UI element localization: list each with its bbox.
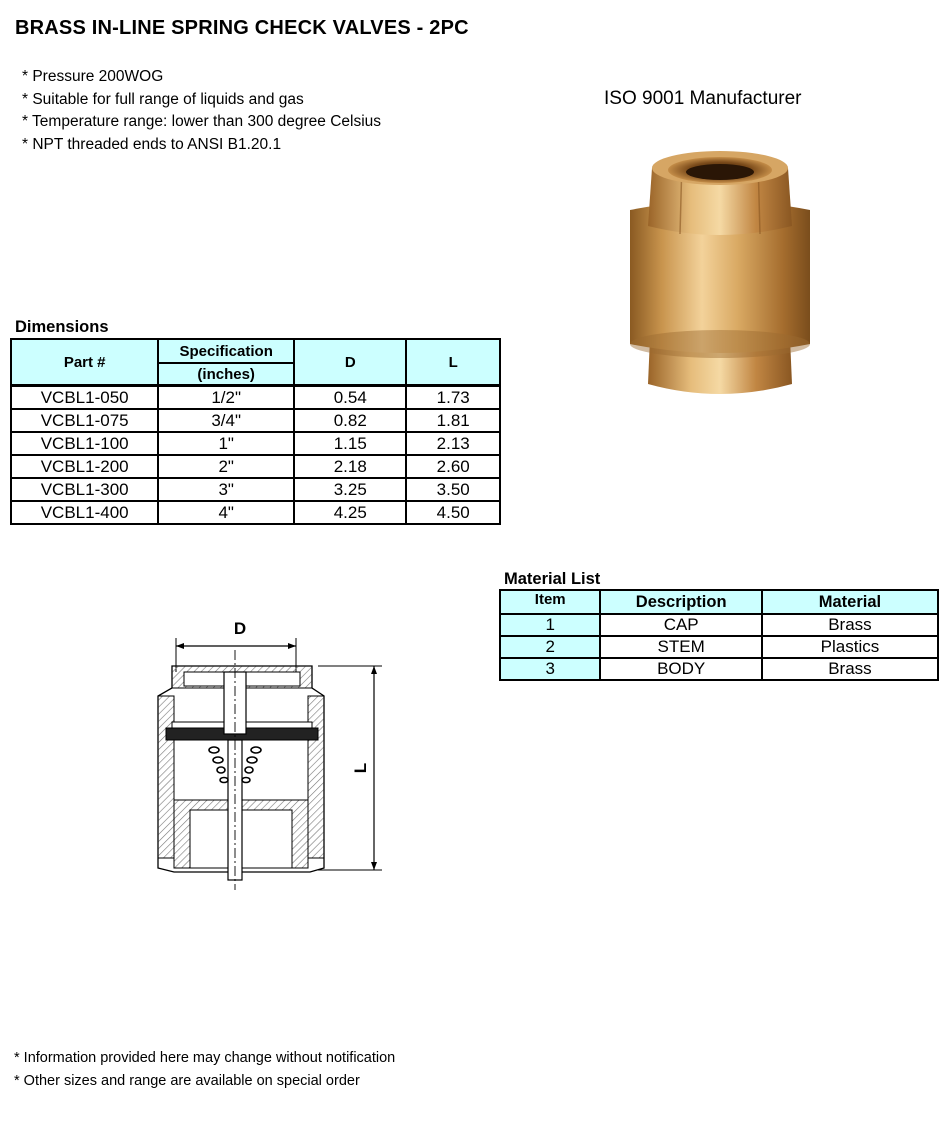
table-row bbox=[11, 432, 500, 455]
item-cell: 2 bbox=[500, 636, 600, 658]
dimensions-title: Dimensions bbox=[15, 318, 109, 336]
spec-cell: 1/2" bbox=[158, 386, 294, 410]
description-cell: BODY bbox=[600, 658, 761, 680]
d-cell: 2.18 bbox=[294, 455, 406, 478]
mat-header-material: Material bbox=[762, 590, 938, 614]
d-cell: 4.25 bbox=[294, 501, 406, 524]
mat-header-item: Item bbox=[500, 590, 600, 614]
part-cell: VCBL1-200 bbox=[11, 455, 158, 478]
dim-header-d: D bbox=[294, 339, 406, 386]
description-cell: STEM bbox=[600, 636, 761, 658]
l-cell: 2.60 bbox=[406, 455, 500, 478]
table-row bbox=[11, 386, 500, 410]
valve-cross-section-diagram bbox=[128, 610, 398, 895]
item-cell: 3 bbox=[500, 658, 600, 680]
l-dimension-label: L bbox=[351, 762, 370, 774]
l-cell: 3.50 bbox=[406, 478, 500, 501]
feature-item: * Suitable for full range of liquids and gas bbox=[22, 90, 304, 108]
part-cell: VCBL1-400 bbox=[11, 501, 158, 524]
feature-list bbox=[22, 66, 381, 156]
page-title: BRASS IN-LINE SPRING CHECK VALVES - 2PC bbox=[15, 17, 469, 39]
part-cell: VCBL1-100 bbox=[11, 432, 158, 455]
description-cell: CAP bbox=[600, 614, 761, 636]
footnote-item: * Other sizes and range are available on special order bbox=[14, 1073, 360, 1089]
d-cell: 0.82 bbox=[294, 409, 406, 432]
valve-product-image bbox=[620, 148, 820, 404]
spec-cell: 3/4" bbox=[158, 409, 294, 432]
iso-label: ISO 9001 Manufacturer bbox=[604, 88, 802, 109]
material-table bbox=[499, 589, 939, 681]
table-row bbox=[500, 614, 938, 636]
l-cell: 2.13 bbox=[406, 432, 500, 455]
spec-cell: 2" bbox=[158, 455, 294, 478]
material-cell: Brass bbox=[762, 614, 938, 636]
spec-cell: 4" bbox=[158, 501, 294, 524]
feature-item: * NPT threaded ends to ANSI B1.20.1 bbox=[22, 135, 282, 153]
material-list-title: Material List bbox=[504, 570, 601, 588]
d-dimension-label: D bbox=[233, 619, 247, 638]
dim-header-part: Part # bbox=[11, 339, 158, 386]
table-row bbox=[11, 478, 500, 501]
table-row bbox=[500, 636, 938, 658]
table-row bbox=[11, 409, 500, 432]
l-cell: 4.50 bbox=[406, 501, 500, 524]
spec-cell: 3" bbox=[158, 478, 294, 501]
l-cell: 1.73 bbox=[406, 386, 500, 410]
dimensions-table bbox=[10, 338, 501, 525]
material-cell: Plastics bbox=[762, 636, 938, 658]
d-cell: 3.25 bbox=[294, 478, 406, 501]
d-cell: 1.15 bbox=[294, 432, 406, 455]
feature-item: * Temperature range: lower than 300 degree Celsius bbox=[22, 113, 382, 130]
table-row bbox=[500, 658, 938, 680]
feature-item: * Pressure 200WOG bbox=[22, 68, 164, 85]
dim-header-l: L bbox=[406, 339, 500, 386]
d-cell: 0.54 bbox=[294, 386, 406, 410]
part-cell: VCBL1-075 bbox=[11, 409, 158, 432]
dim-header-spec: Specification bbox=[158, 339, 294, 363]
footnote-item: * Information provided here may change without notification bbox=[14, 1050, 396, 1066]
part-cell: VCBL1-300 bbox=[11, 478, 158, 501]
material-cell: Brass bbox=[762, 658, 938, 680]
spec-cell: 1" bbox=[158, 432, 294, 455]
table-row bbox=[11, 455, 500, 478]
item-cell: 1 bbox=[500, 614, 600, 636]
dim-header-spec-unit: (inches) bbox=[158, 363, 294, 386]
footnotes bbox=[14, 1047, 395, 1093]
part-cell: VCBL1-050 bbox=[11, 386, 158, 410]
l-cell: 1.81 bbox=[406, 409, 500, 432]
table-row bbox=[11, 501, 500, 524]
mat-header-description: Description bbox=[600, 590, 761, 614]
